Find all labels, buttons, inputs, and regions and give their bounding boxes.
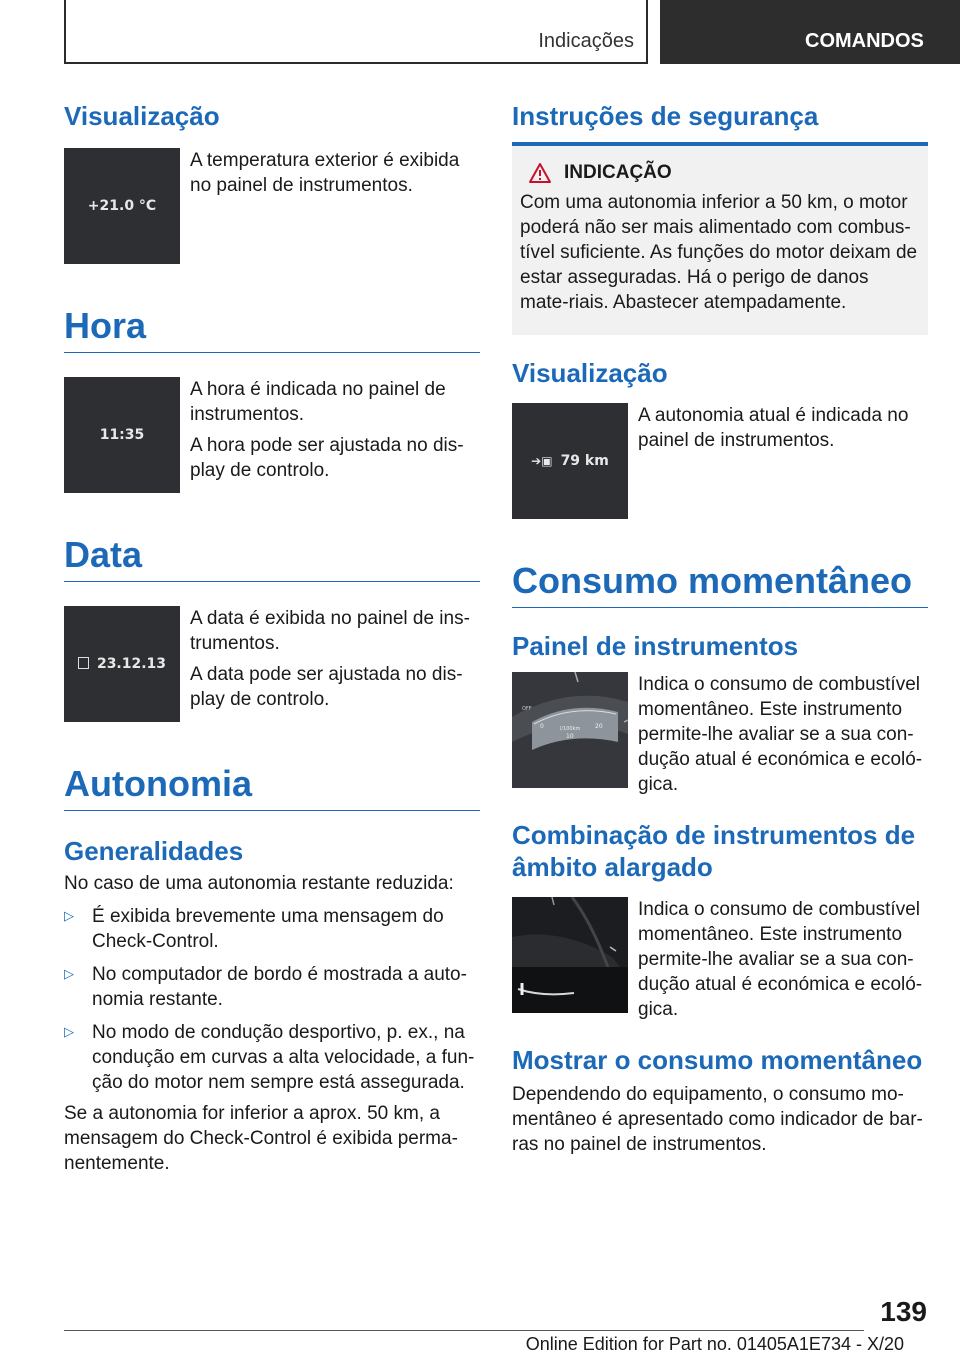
list-item: ▷ No computador de bordo é mostrada a auto-nomia restante. bbox=[64, 964, 467, 1010]
visualizacao-block bbox=[64, 148, 480, 264]
header-section-tab bbox=[64, 0, 648, 64]
visualizacao-text: A temperatura exterior é exibida no painel de instrumentos. bbox=[190, 150, 460, 196]
autonomia-display-block bbox=[512, 403, 928, 519]
hora-text-1: A hora é indicada no painel de instrumentos. bbox=[190, 379, 446, 425]
data-text-2: A data pode ser ajustada no dis-play de controlo. bbox=[190, 664, 463, 710]
heading-hora: Hora bbox=[64, 304, 480, 353]
clock-value: 11:35 bbox=[99, 427, 145, 443]
fuel-pump-icon: ➔▣ bbox=[531, 454, 553, 468]
right-column bbox=[512, 100, 928, 1157]
heading-combinacao-instrumentos: Combinação de instrumentos de âmbito alargado bbox=[512, 820, 916, 882]
date-value: 23.12.13 bbox=[96, 656, 167, 672]
page-number: 139 bbox=[880, 1296, 927, 1327]
hora-text-2: A hora pode ser ajustada no dis-play de controlo. bbox=[190, 435, 464, 481]
list-item: ▷ No modo de condução desportivo, p. ex., na condução em curvas a alta velocidade, a fun-ção do motor nem sempre está assegurada. bbox=[64, 1022, 475, 1093]
warning-box bbox=[512, 146, 928, 335]
temperature-value: +21.0 °C bbox=[87, 198, 157, 214]
header-chapter-tab bbox=[660, 0, 960, 64]
warning-label: INDICAÇÃO bbox=[564, 162, 672, 183]
heading-autonomia: Autonomia bbox=[64, 762, 480, 811]
combo-text: Indica o consumo de combustível momentâneo. Este instrumento permite-lhe avaliar se a sua con-dução atual é económica e ecoló-gica. bbox=[638, 899, 923, 1020]
triangle-bullet-icon: ▷ bbox=[64, 1024, 74, 1039]
painel-block bbox=[512, 672, 928, 797]
heading-data: Data bbox=[64, 533, 480, 582]
heading-visualizacao-autonomia: Visualização bbox=[512, 358, 668, 388]
calendar-icon bbox=[78, 657, 89, 669]
footer-edition: Online Edition for Part no. 01405A1E734 - X/20 bbox=[525, 1334, 904, 1354]
heading-painel-instrumentos: Painel de instrumentos bbox=[512, 631, 799, 661]
gauge-off-label: OFF bbox=[522, 706, 532, 712]
warning-triangle-icon bbox=[528, 162, 552, 184]
clock-display-image bbox=[64, 377, 180, 493]
warning-text: Com uma autonomia inferior a 50 km, o motor poderá não ser mais alimentado com combus-tível suficiente. As funções do motor deixam de estar asseguradas. Há o perigo de danos mate-riais. Abastecer atempadamente. bbox=[520, 192, 918, 313]
autonomia-outro: Se a autonomia for inferior a aprox. 50 km, a mensagem do Check-Control é exibida perma-nentemente. bbox=[64, 1103, 458, 1174]
heading-generalidades: Generalidades bbox=[64, 836, 244, 866]
hora-block bbox=[64, 377, 480, 493]
header-chapter-label: COMANDOS bbox=[805, 30, 924, 52]
heading-consumo-momentaneo: Consumo momentâneo bbox=[512, 559, 928, 608]
consumption-gauge-image bbox=[512, 672, 628, 788]
combo-block bbox=[512, 897, 928, 1022]
data-block bbox=[64, 606, 480, 722]
gauge-twenty-label: 20 bbox=[595, 723, 603, 730]
header-section-label: Indicações bbox=[538, 30, 634, 52]
heading-mostrar-consumo: Mostrar o consumo momentâneo bbox=[512, 1045, 923, 1075]
temperature-display-image bbox=[64, 148, 180, 264]
gauge-zero-label: 0 bbox=[540, 723, 544, 730]
triangle-bullet-icon: ▷ bbox=[64, 966, 74, 981]
left-column bbox=[64, 100, 480, 1176]
mostrar-consumo-text: Dependendo do equipamento, o consumo mo-mentâneo é apresentado como indicador de bar-ras no painel de instrumentos. bbox=[512, 1084, 923, 1155]
range-display-image bbox=[512, 403, 628, 519]
footer-divider bbox=[64, 1330, 864, 1331]
date-display-image bbox=[64, 606, 180, 722]
autonomia-intro: No caso de uma autonomia restante reduzida: bbox=[64, 873, 454, 894]
visualizacao-autonomia-text: A autonomia atual é indicada no painel de instrumentos. bbox=[638, 405, 909, 451]
data-text-1: A data é exibida no painel de ins-trumentos. bbox=[190, 608, 470, 654]
gauge-unit-label: l/100km bbox=[560, 726, 581, 732]
heading-instrucoes-seguranca: Instruções de segurança bbox=[512, 100, 928, 146]
range-value: 79 km bbox=[560, 453, 609, 469]
triangle-bullet-icon: ▷ bbox=[64, 908, 74, 923]
list-item: ▷ É exibida brevemente uma mensagem do Check-Control. bbox=[64, 906, 444, 952]
heading-visualizacao: Visualização bbox=[64, 101, 220, 131]
painel-text: Indica o consumo de combustível momentâneo. Este instrumento permite-lhe avaliar se a sua con-dução atual é económica e ecoló-gica. bbox=[638, 674, 923, 795]
extended-cluster-image bbox=[512, 897, 628, 1013]
gauge-ten-label: 10 bbox=[566, 733, 574, 740]
